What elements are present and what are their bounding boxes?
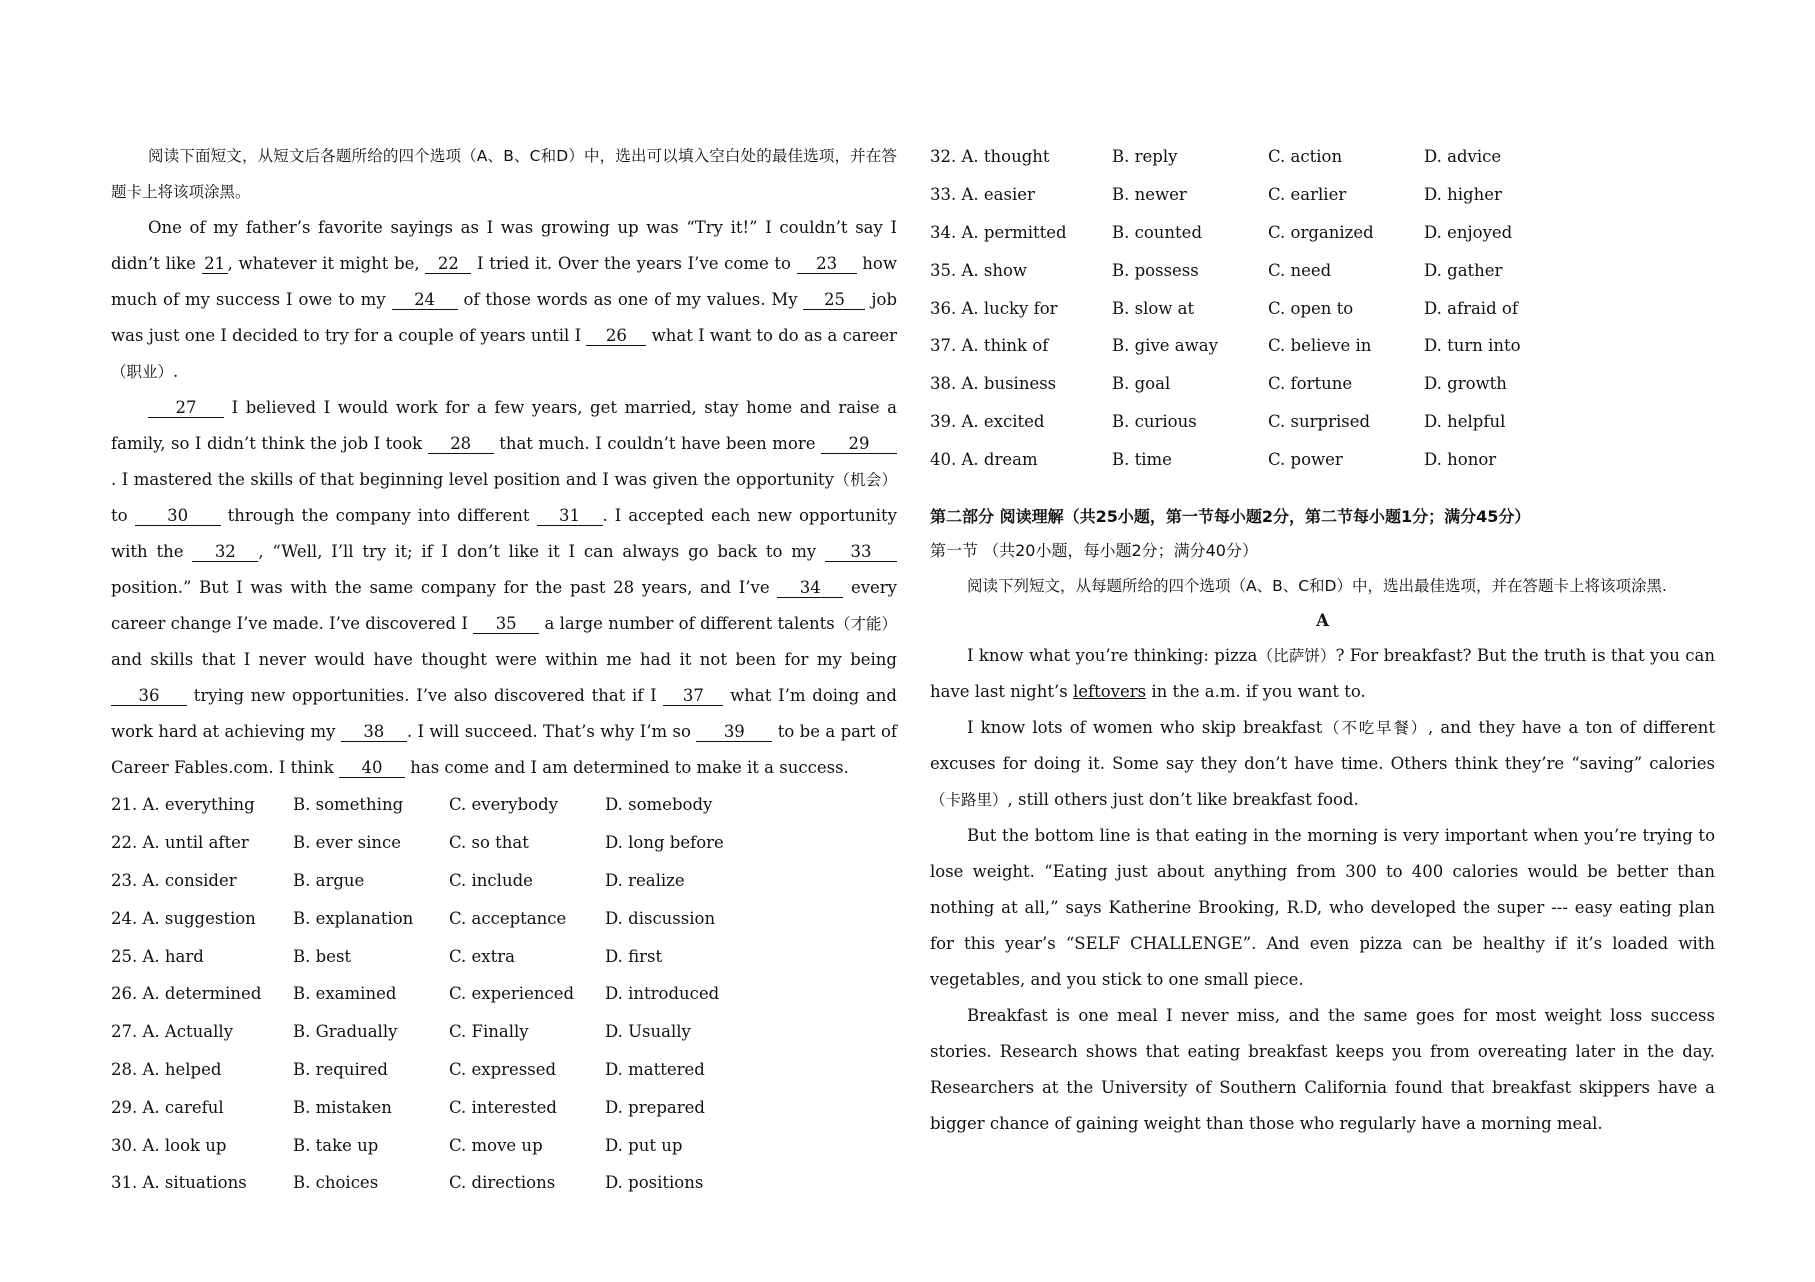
blank-23: 23 — [797, 255, 857, 274]
option-27-a: 27. A. Actually — [111, 1022, 234, 1042]
option-25-c: C. extra — [449, 946, 515, 966]
option-32-b: B. reply — [1112, 147, 1178, 167]
option-30-c: C. move up — [449, 1135, 543, 1155]
blank-36: 36 — [111, 687, 187, 706]
right-column — [930, 138, 1715, 1142]
option-30-d: D. put up — [605, 1135, 683, 1155]
option-row-37 — [930, 327, 1715, 365]
blank-39: 39 — [696, 723, 772, 742]
passage-letter: A — [1316, 611, 1329, 631]
option-23-d: D. realize — [605, 870, 685, 890]
option-row-28 — [111, 1051, 897, 1089]
option-row-32 — [930, 138, 1715, 176]
option-34-d: D. enjoyed — [1424, 222, 1513, 242]
option-21-c: C. everybody — [449, 795, 558, 815]
option-38-a: 38. A. business — [930, 374, 1057, 394]
blank-27: 27 — [148, 399, 224, 418]
blank-22: 22 — [425, 255, 471, 274]
option-26-b: B. examined — [293, 984, 397, 1004]
cloze-paragraph-2: 27 I believed I would work for a few years, get married, stay home and raise a family, so I didn’t think the job I took 28 that much. I couldn’t have been more 29. I mastered the skills of that beginning level position and I was given the opportunity（机会）to 30 through the company into different 31 . I accepted each new opportunity with the 32 , “Well, I’ll try it; if I don’t like it I can always go back to my 33 position.” But I was with the same company for the past 28 years, and I’ve 34 every career change I’ve made. I’ve discovered I 35 a large number of different talents（才能）and skills that I never would have thought were within me had it not been for my being 36 trying new opportunities. I’ve also discovered that if I 37 what I’m doing and work hard at achieving my 38 . I will succeed. That’s why I’m so 39 to be a part of Career Fables.com. I think 40 has come and I am determined to make it a success. — [111, 398, 898, 777]
option-26-a: 26. A. determined — [111, 984, 262, 1004]
blank-34: 34 — [777, 579, 843, 598]
option-22-b: B. ever since — [293, 833, 401, 853]
option-row-27 — [111, 1013, 897, 1051]
option-row-38 — [930, 365, 1715, 403]
option-row-23 — [111, 862, 897, 900]
blank-21: 21 — [202, 255, 228, 274]
cloze-options-right — [930, 138, 1715, 478]
option-38-d: D. growth — [1424, 374, 1507, 394]
option-33-a: 33. A. easier — [930, 185, 1035, 205]
blank-25: 25 — [803, 291, 865, 310]
option-28-c: C. expressed — [449, 1059, 557, 1079]
cloze-instruction: 阅读下面短文，从短文后各题所给的四个选项（A、B、C和D）中，选出可以填入空白处的最佳选项，并在答题卡上将该项涂黑。 — [111, 147, 897, 201]
option-28-a: 28. A. helped — [111, 1059, 222, 1079]
option-25-a: 25. A. hard — [111, 946, 204, 966]
option-34-a: 34. A. permitted — [930, 222, 1067, 242]
option-27-d: D. Usually — [605, 1022, 691, 1042]
reading-paragraph-3: But the bottom line is that eating in the morning is very important when you’re trying to lose weight. “Eating just about anything from 300 to 400 calories would be better than nothing at all,” says Katherine Brooking, R.D, who developed the super --- easy eating plan for this year’s “SELF CHALLENGE”. And even pizza can be healthy if it’s loaded with vegetables, and you stick to one small piece. — [930, 826, 1715, 990]
option-25-d: D. first — [605, 946, 663, 966]
option-row-22 — [111, 824, 897, 862]
option-30-a: 30. A. look up — [111, 1135, 227, 1155]
blank-26: 26 — [586, 327, 646, 346]
option-row-25 — [111, 937, 897, 975]
blank-30: 30 — [135, 507, 221, 526]
option-29-d: D. prepared — [605, 1097, 705, 1117]
option-31-a: 31. A. situations — [111, 1173, 247, 1193]
option-row-34 — [930, 214, 1715, 252]
option-26-d: D. introduced — [605, 984, 720, 1004]
option-29-a: 29. A. careful — [111, 1097, 224, 1117]
option-39-b: B. curious — [1112, 411, 1197, 431]
cloze-options-left — [111, 786, 897, 1202]
option-row-21 — [111, 786, 897, 824]
option-26-c: C. experienced — [449, 984, 575, 1004]
option-29-c: C. interested — [449, 1097, 557, 1117]
option-31-d: D. positions — [605, 1173, 704, 1193]
option-34-c: C. organized — [1268, 222, 1374, 242]
option-row-35 — [930, 251, 1715, 289]
option-24-d: D. discussion — [605, 908, 716, 928]
option-row-33 — [930, 176, 1715, 214]
option-21-d: D. somebody — [605, 795, 713, 815]
option-row-39 — [930, 403, 1715, 441]
reading-paragraph-1: I know what you’re thinking: pizza（比萨饼）? For breakfast? But the truth is that you can have last night’s leftovers in the a.m. if you want to. — [930, 646, 1715, 702]
reading-instruction: 阅读下列短文，从每题所给的四个选项（A、B、C和D）中，选出最佳选项，并在答题卡上将该项涂黑. — [967, 577, 1667, 596]
cloze-paragraph-1: One of my father’s favorite sayings as I was growing up was “Try it!” I couldn’t say I didn’t like 21 , whatever it might be, 22 I tried it. Over the years I’ve come to 23 how much of my success I owe to my 24 of those words as one of my values. My 25 job was just one I decided to try for a couple of years until I 26 what I want to do as a career（职业）. — [111, 218, 898, 381]
option-23-c: C. include — [449, 870, 533, 890]
option-row-29 — [111, 1088, 897, 1126]
option-24-c: C. acceptance — [449, 908, 567, 928]
option-32-c: C. action — [1268, 147, 1343, 167]
option-35-c: C. need — [1268, 260, 1332, 280]
option-23-b: B. argue — [293, 870, 365, 890]
option-row-24 — [111, 899, 897, 937]
option-37-d: D. turn into — [1424, 336, 1521, 356]
underlined-word: leftovers — [1072, 682, 1147, 702]
option-23-a: 23. A. consider — [111, 870, 237, 890]
blank-33: 33 — [825, 543, 897, 562]
option-40-d: D. honor — [1424, 449, 1497, 469]
option-row-36 — [930, 289, 1715, 327]
option-32-a: 32. A. thought — [930, 147, 1050, 167]
option-33-d: D. higher — [1424, 185, 1502, 205]
option-35-d: D. gather — [1424, 260, 1503, 280]
option-31-c: C. directions — [449, 1173, 556, 1193]
section-subtitle: 第一节 （共20小题，每小题2分；满分40分） — [930, 541, 1258, 561]
option-38-c: C. fortune — [1268, 374, 1353, 394]
option-31-b: B. choices — [293, 1173, 379, 1193]
option-21-b: B. something — [293, 795, 404, 815]
option-22-d: D. long before — [605, 833, 724, 853]
blank-29: 29 — [821, 435, 897, 454]
option-36-b: B. slow at — [1112, 298, 1195, 318]
option-40-a: 40. A. dream — [930, 449, 1038, 469]
option-28-d: D. mattered — [605, 1059, 705, 1079]
blank-31: 31 — [537, 507, 603, 526]
option-38-b: B. goal — [1112, 374, 1171, 394]
option-39-a: 39. A. excited — [930, 411, 1045, 431]
blank-38: 38 — [341, 723, 407, 742]
blank-40: 40 — [339, 759, 405, 778]
left-column — [111, 138, 897, 1202]
option-27-c: C. Finally — [449, 1022, 529, 1042]
option-27-b: B. Gradually — [293, 1022, 398, 1042]
option-36-d: D. afraid of — [1424, 298, 1518, 318]
blank-32: 32 — [192, 543, 258, 562]
option-21-a: 21. A. everything — [111, 795, 255, 815]
option-39-d: D. helpful — [1424, 411, 1506, 431]
blank-28: 28 — [428, 435, 494, 454]
reading-paragraph-4: Breakfast is one meal I never miss, and the same goes for most weight loss success stories. Research shows that eating breakfast keeps you from overeating later in the day. Researchers at the University of Southern California found that breakfast skippers have a bigger chance of gaining weight than those who regularly have a morning meal. — [930, 1006, 1715, 1134]
blank-24: 24 — [392, 291, 458, 310]
option-37-c: C. believe in — [1268, 336, 1372, 356]
option-33-b: B. newer — [1112, 185, 1187, 205]
option-24-a: 24. A. suggestion — [111, 908, 256, 928]
option-35-a: 35. A. show — [930, 260, 1028, 280]
reading-paragraph-2: I know lots of women who skip breakfast（不吃早餐）, and they have a ton of different excuses for doing it. Some say they don’t have time. Others think they’re “saving” calories（卡路里）, still others just don’t like breakfast food. — [930, 718, 1715, 810]
option-row-31 — [111, 1164, 897, 1202]
option-35-b: B. possess — [1112, 260, 1199, 280]
option-39-c: C. surprised — [1268, 411, 1371, 431]
section-title: 第二部分 阅读理解（共25小题，第一节每小题2分，第二节每小题1分；满分45分） — [930, 507, 1531, 527]
option-row-40 — [930, 440, 1715, 478]
option-36-a: 36. A. lucky for — [930, 298, 1058, 318]
option-37-b: B. give away — [1112, 336, 1218, 356]
option-37-a: 37. A. think of — [930, 336, 1049, 356]
option-30-b: B. take up — [293, 1135, 379, 1155]
option-24-b: B. explanation — [293, 908, 414, 928]
option-row-30 — [111, 1126, 897, 1164]
option-40-c: C. power — [1268, 449, 1343, 469]
option-33-c: C. earlier — [1268, 185, 1347, 205]
option-40-b: B. time — [1112, 449, 1172, 469]
option-row-26 — [111, 975, 897, 1013]
option-29-b: B. mistaken — [293, 1097, 392, 1117]
option-36-c: C. open to — [1268, 298, 1354, 318]
option-28-b: B. required — [293, 1059, 388, 1079]
option-22-a: 22. A. until after — [111, 833, 249, 853]
option-25-b: B. best — [293, 946, 352, 966]
blank-35: 35 — [473, 615, 539, 634]
blank-37: 37 — [663, 687, 723, 706]
option-22-c: C. so that — [449, 833, 529, 853]
option-32-d: D. advice — [1424, 147, 1502, 167]
option-34-b: B. counted — [1112, 222, 1203, 242]
